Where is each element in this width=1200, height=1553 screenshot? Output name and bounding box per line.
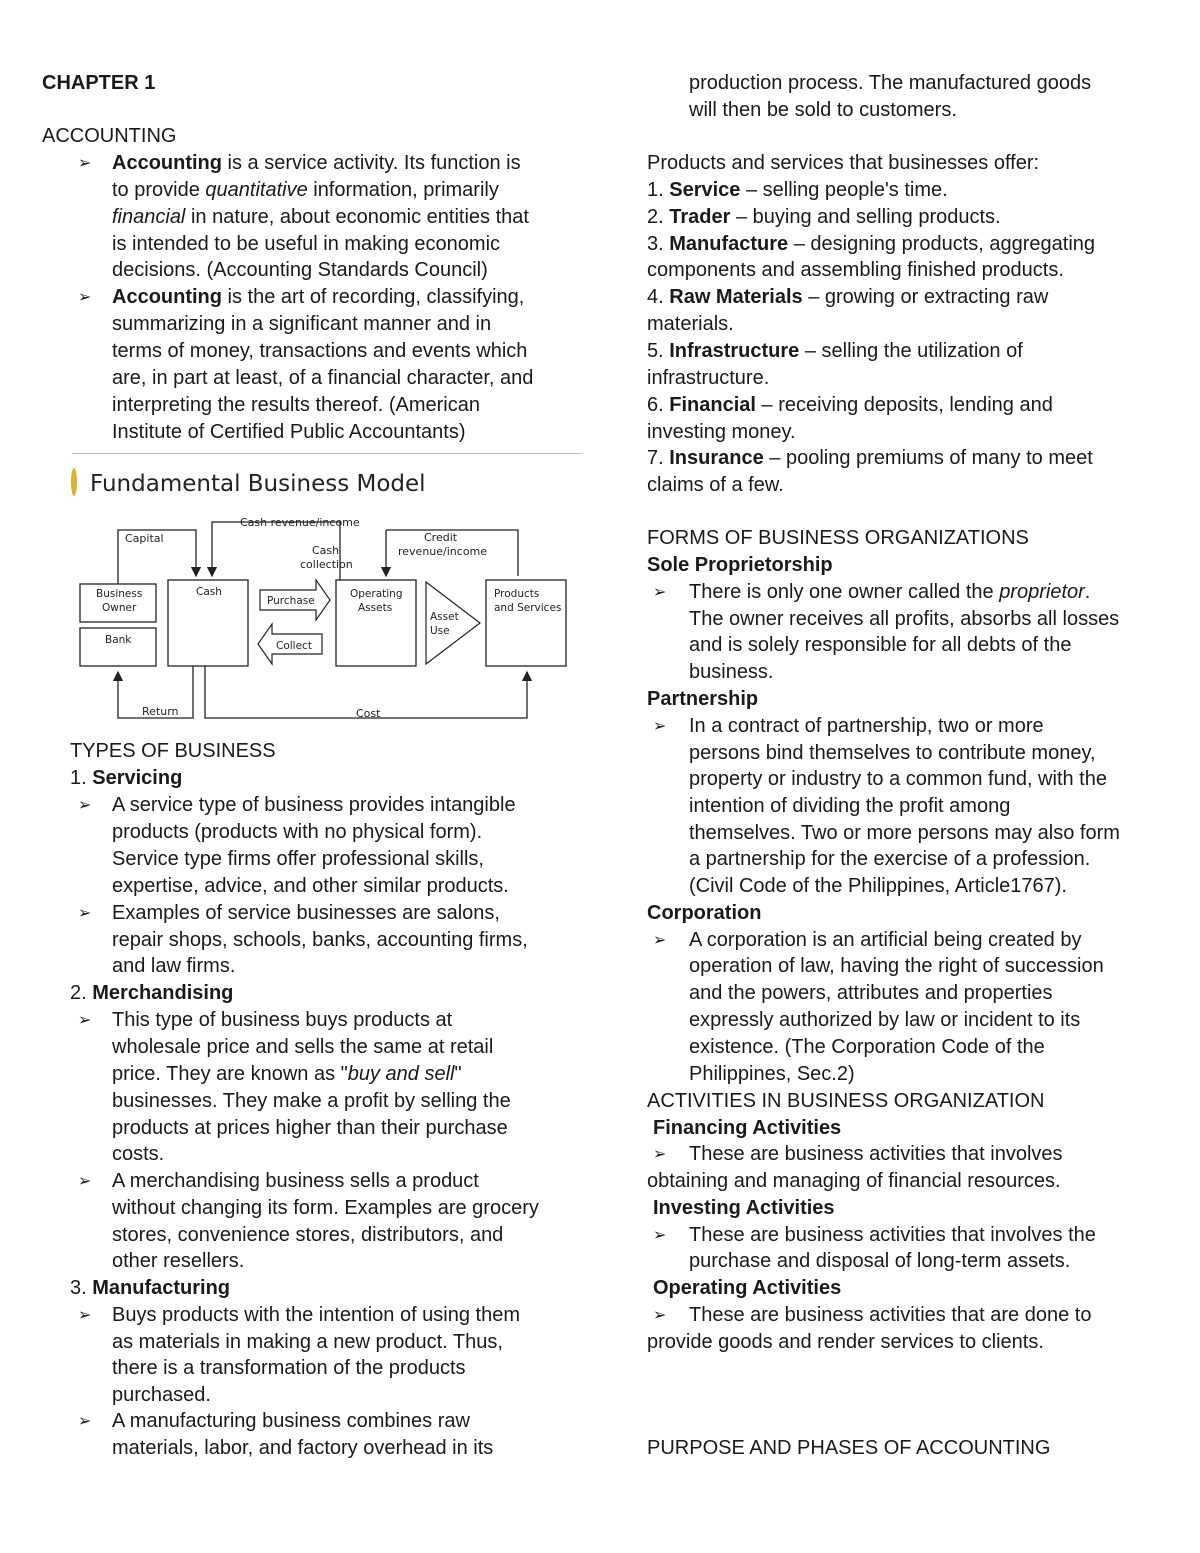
servicing-b1-line4: expertise, advice, and other similar products. [112,875,509,897]
credit-label: Credit [424,531,458,544]
partnership-line5: themselves. Two or more persons may also form [689,822,1120,844]
diagram-title: Fundamental Business Model [90,471,426,497]
cost-label: Cost [356,707,381,720]
def1-line2: to provide quantitative information, primarily [112,179,499,201]
bullet-arrow-icon: ➢ [78,1307,92,1324]
corporation-line4: expressly authorized by law or incident to its [689,1009,1081,1031]
sole-title: Sole Proprietorship [647,554,833,576]
partnership-title: Partnership [647,688,759,710]
merch-b2-line1: A merchandising business sells a product [112,1170,479,1192]
bullet-arrow-icon: ➢ [653,584,667,601]
corporation-line6: Philippines, Sec.2) [689,1063,855,1085]
offer-2: 2. Trader – buying and selling products. [647,206,1001,228]
merch-b1-line2: wholesale price and sells the same at retail [112,1036,494,1058]
servicing-b2-line3: and law firms. [112,955,236,977]
servicing-b2-line1: Examples of service businesses are salons, [112,902,500,924]
servicing-b1-line3: Service type firms offer professional skills, [112,848,484,870]
def2-line1: Accounting is the art of recording, classifying, [112,286,525,308]
def2-line5: interpreting the results thereof. (American [112,394,480,416]
manuf-b1-line4: purchased. [112,1384,211,1406]
asset-use-label-2: Use [430,625,450,637]
operating-title: Operating Activities [653,1277,842,1299]
divider [72,453,582,454]
operating-line1: These are business activities that are done to [689,1304,1092,1326]
types-heading: TYPES OF BUSINESS [70,740,276,762]
corporation-line5: existence. (The Corporation Code of the [689,1036,1045,1058]
merch-b1-line6: costs. [112,1143,165,1165]
cash-collection-label-2: collection [300,558,353,571]
offer-7-cont: claims of a few. [647,474,784,496]
forms-heading: FORMS OF BUSINESS ORGANIZATIONS [647,527,1029,549]
partnership-line2: persons bind themselves to contribute money, [689,742,1096,764]
offer-4-cont: materials. [647,313,734,335]
asset-use-triangle-icon [426,582,480,664]
operating-line2: provide goods and render services to clients. [647,1331,1044,1353]
manuf-b1-line1: Buys products with the intention of using them [112,1304,521,1326]
merch-b2-line3: stores, convenience stores, distributors, and [112,1224,504,1246]
bank-label: Bank [105,634,132,646]
financing-line2: obtaining and managing of financial resources. [647,1170,1061,1192]
business-owner-label: Business [96,588,143,600]
partnership-line3: property or industry to a common fund, with the [689,768,1107,790]
servicing-b1-line2: products (products with no physical form). [112,821,483,843]
products-label: Products [494,588,540,600]
def2-line3: terms of money, transactions and events which [112,340,528,362]
offer-3: 3. Manufacture – designing products, aggregating [647,233,1096,255]
return-label: Return [142,705,179,718]
investing-title: Investing Activities [653,1197,835,1219]
partnership-line6: a partnership for the exercise of a profession. [689,848,1091,870]
accounting-heading: ACCOUNTING [42,125,177,147]
capital-label: Capital [125,532,164,545]
bullet-arrow-icon: ➢ [78,1012,92,1029]
merch-b2-line2: without changing its form. Examples are grocery [112,1197,539,1219]
continued-line1: production process. The manufactured goods [689,72,1092,94]
asset-use-label: Asset [430,611,459,623]
bullet-arrow-icon: ➢ [78,905,92,922]
offer-4: 4. Raw Materials – growing or extracting raw [647,286,1049,308]
bullet-arrow-icon: ➢ [653,718,667,735]
offer-5: 5. Infrastructure – selling the utilization of [647,340,1023,362]
bullet-arrow-icon: ➢ [653,932,667,949]
offer-6: 6. Financial – receiving deposits, lending and [647,394,1053,416]
financing-title: Financing Activities [653,1117,842,1139]
manufacturing-title: 3. Manufacturing [70,1277,231,1299]
business-owner-label-2: Owner [102,602,137,614]
bullet-arrow-icon: ➢ [78,1413,92,1430]
manuf-b1-line2: as materials in making a new product. Thus, [112,1331,503,1353]
partnership-line1: In a contract of partnership, two or more [689,715,1044,737]
purchase-label: Purchase [267,595,315,607]
merch-b1-line4: businesses. They make a profit by selling the [112,1090,511,1112]
bullet-arrow-icon: ➢ [653,1307,667,1324]
def1-line5: decisions. (Accounting Standards Council) [112,259,488,281]
merch-b1-line1: This type of business buys products at [112,1009,453,1031]
corporation-title: Corporation [647,902,762,924]
bullet-arrow-icon: ➢ [653,1146,667,1163]
collect-label: Collect [276,640,312,652]
merch-b1-line5: products at prices higher than their purchase [112,1117,508,1139]
cash-label: Cash [196,586,222,598]
corporation-line1: A corporation is an artificial being created by [689,929,1082,951]
def1-line4: is intended to be useful in making economic [112,233,501,255]
operating-assets-label: Operating [350,588,403,600]
corporation-line2: operation of law, having the right of succession [689,955,1104,977]
investing-line2: purchase and disposal of long-term assets. [689,1250,1071,1272]
bullet-arrow-icon: ➢ [78,1173,92,1190]
bullet-arrow-icon: ➢ [78,155,92,172]
def1-line3: financial in nature, about economic entities that [112,206,529,228]
def1-line1: Accounting is a service activity. Its function is [112,152,521,174]
servicing-b2-line2: repair shops, schools, banks, accounting firms, [112,929,528,951]
bullet-arrow-icon: ➢ [653,1227,667,1244]
cash-collection-label: Cash [312,544,340,557]
offer-6-cont: investing money. [647,421,796,443]
manuf-b2-line2: materials, labor, and factory overhead in its [112,1437,494,1459]
investing-line1: These are business activities that involves the [689,1224,1096,1246]
offer-5-cont: infrastructure. [647,367,770,389]
credit-label-2: revenue/income [398,545,488,558]
offer-3-cont: components and assembling finished products. [647,259,1064,281]
sole-line3: and is solely responsible for all debts of the [689,634,1072,656]
products-label-2: and Services [494,602,562,614]
offers-intro: Products and services that businesses offer: [647,152,1040,174]
servicing-title: 1. Servicing [70,767,183,789]
partnership-line4: intention of dividing the profit among [689,795,1011,817]
def2-line4: are, in part at least, of a financial character, and [112,367,534,389]
bullet-arrow-icon: ➢ [78,289,92,306]
continued-line2: will then be sold to customers. [689,99,957,121]
def2-line2: summarizing in a significant manner and in [112,313,492,335]
activities-heading: ACTIVITIES IN BUSINESS ORGANIZATION [647,1090,1045,1112]
sole-line4: business. [689,661,774,683]
cash-revenue-label: Cash revenue/income [240,516,360,529]
servicing-b1-line1: A service type of business provides intangible [112,794,516,816]
chapter-title: CHAPTER 1 [42,72,156,94]
manuf-b1-line3: there is a transformation of the products [112,1357,466,1379]
operating-assets-label-2: Assets [358,602,393,614]
merch-b2-line4: other resellers. [112,1250,245,1272]
offer-7: 7. Insurance – pooling premiums of many to meet [647,447,1093,469]
manuf-b2-line1: A manufacturing business combines raw [112,1410,470,1432]
offer-1: 1. Service – selling people's time. [647,179,948,201]
financing-line1: These are business activities that involves [689,1143,1063,1165]
merch-b1-line3: price. They are known as "buy and sell" [112,1063,462,1085]
title-bullet-icon [71,468,77,496]
purpose-heading: PURPOSE AND PHASES OF ACCOUNTING [647,1437,1051,1459]
business-model-diagram [70,462,582,724]
bullet-arrow-icon: ➢ [78,797,92,814]
sole-line1: There is only one owner called the proprietor. [689,581,1091,603]
sole-line2: The owner receives all profits, absorbs all losses [689,608,1120,630]
partnership-line7: (Civil Code of the Philippines, Article1767). [689,875,1067,897]
corporation-line3: and the powers, attributes and properties [689,982,1053,1004]
merchandising-title: 2. Merchandising [70,982,234,1004]
def2-line6: Institute of Certified Public Accountants) [112,421,466,443]
